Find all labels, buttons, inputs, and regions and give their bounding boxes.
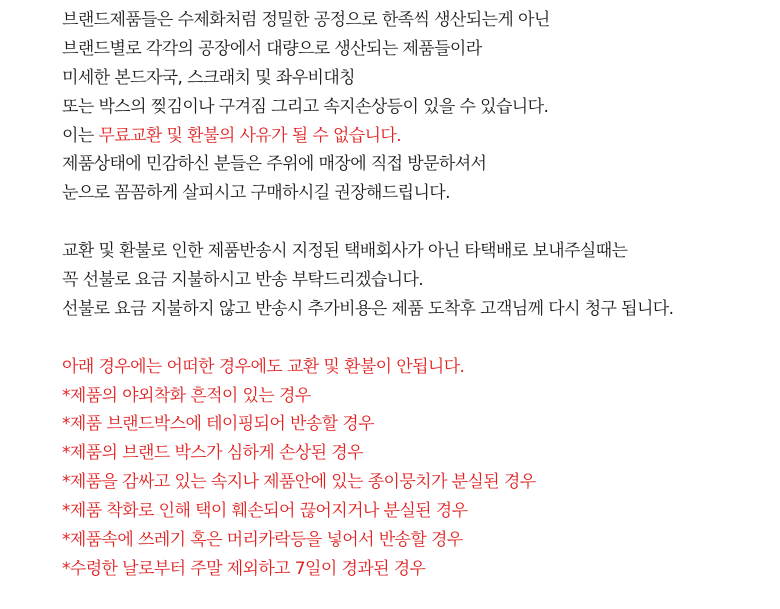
paragraph-spacer <box>62 208 772 237</box>
no-exchange-case-item: *수령한 날로부터 주말 제외하고 7일이 경과된 경우 <box>62 558 426 579</box>
production-notice-line: 브랜드별로 각각의 공장에서 대량으로 생산되는 제품들이라 <box>62 38 482 59</box>
shipping-notice-paragraph <box>62 237 772 324</box>
return-policy-notice <box>62 6 772 584</box>
no-exchange-case-item: *제품을 감싸고 있는 속지나 제품안에 있는 종이뭉치가 분실된 경우 <box>62 472 536 493</box>
no-exchange-case-item: *제품속에 쓰레기 혹은 머리카락등을 넣어서 반송할 경우 <box>62 530 463 551</box>
no-exchange-case-item: *제품의 브랜드 박스가 심하게 손상된 경우 <box>62 443 363 464</box>
production-notice-line: 브랜드제품들은 수제화처럼 정밀한 공정으로 한족씩 생산되는게 아닌 <box>62 10 550 30</box>
no-refund-warning-emphasis: 무료교환 및 환불의 사유가 될 수 없습니다. <box>98 125 402 146</box>
shipping-notice-line: 꼭 선불로 요금 지불하시고 반송 부탁드리겠습니다. <box>62 270 424 291</box>
paragraph-spacer <box>62 324 772 353</box>
production-notice-line: 눈으로 꼼꼼하게 살피시고 구매하시길 권장해드립니다. <box>62 183 450 204</box>
shipping-notice-line: 선불로 요금 지불하지 않고 반송시 추가비용은 제품 도착후 고객님께 다시 청구 됩니다. <box>62 298 674 319</box>
no-exchange-case-item: *제품의 야외착화 흔적이 있는 경우 <box>62 385 311 406</box>
production-notice-line: 또는 박스의 찢김이나 구겨짐 그리고 속지손상등이 있을 수 있습니다. <box>62 96 549 117</box>
production-notice-paragraph <box>62 6 772 208</box>
production-notice-line: 미세한 본드자국, 스크래치 및 좌우비대칭 <box>62 67 355 88</box>
shipping-notice-line: 교환 및 환불로 인한 제품반송시 지정된 택배회사가 아닌 타택배로 보내주실때는 <box>62 241 628 262</box>
no-exchange-cases-paragraph <box>62 353 772 584</box>
no-exchange-case-item: *제품 브랜드박스에 테이핑되어 반송할 경우 <box>62 414 374 435</box>
no-refund-warning-line <box>62 122 772 151</box>
no-refund-warning-prefix: 이는 <box>62 125 99 146</box>
no-exchange-heading: 아래 경우에는 어떠한 경우에도 교환 및 환불이 안됩니다. <box>62 356 465 377</box>
no-exchange-case-item: *제품 착화로 인해 택이 훼손되어 끊어지거나 분실된 경우 <box>62 501 468 522</box>
production-notice-line: 제품상태에 민감하신 분들은 주위에 매장에 직접 방문하셔서 <box>62 154 487 175</box>
